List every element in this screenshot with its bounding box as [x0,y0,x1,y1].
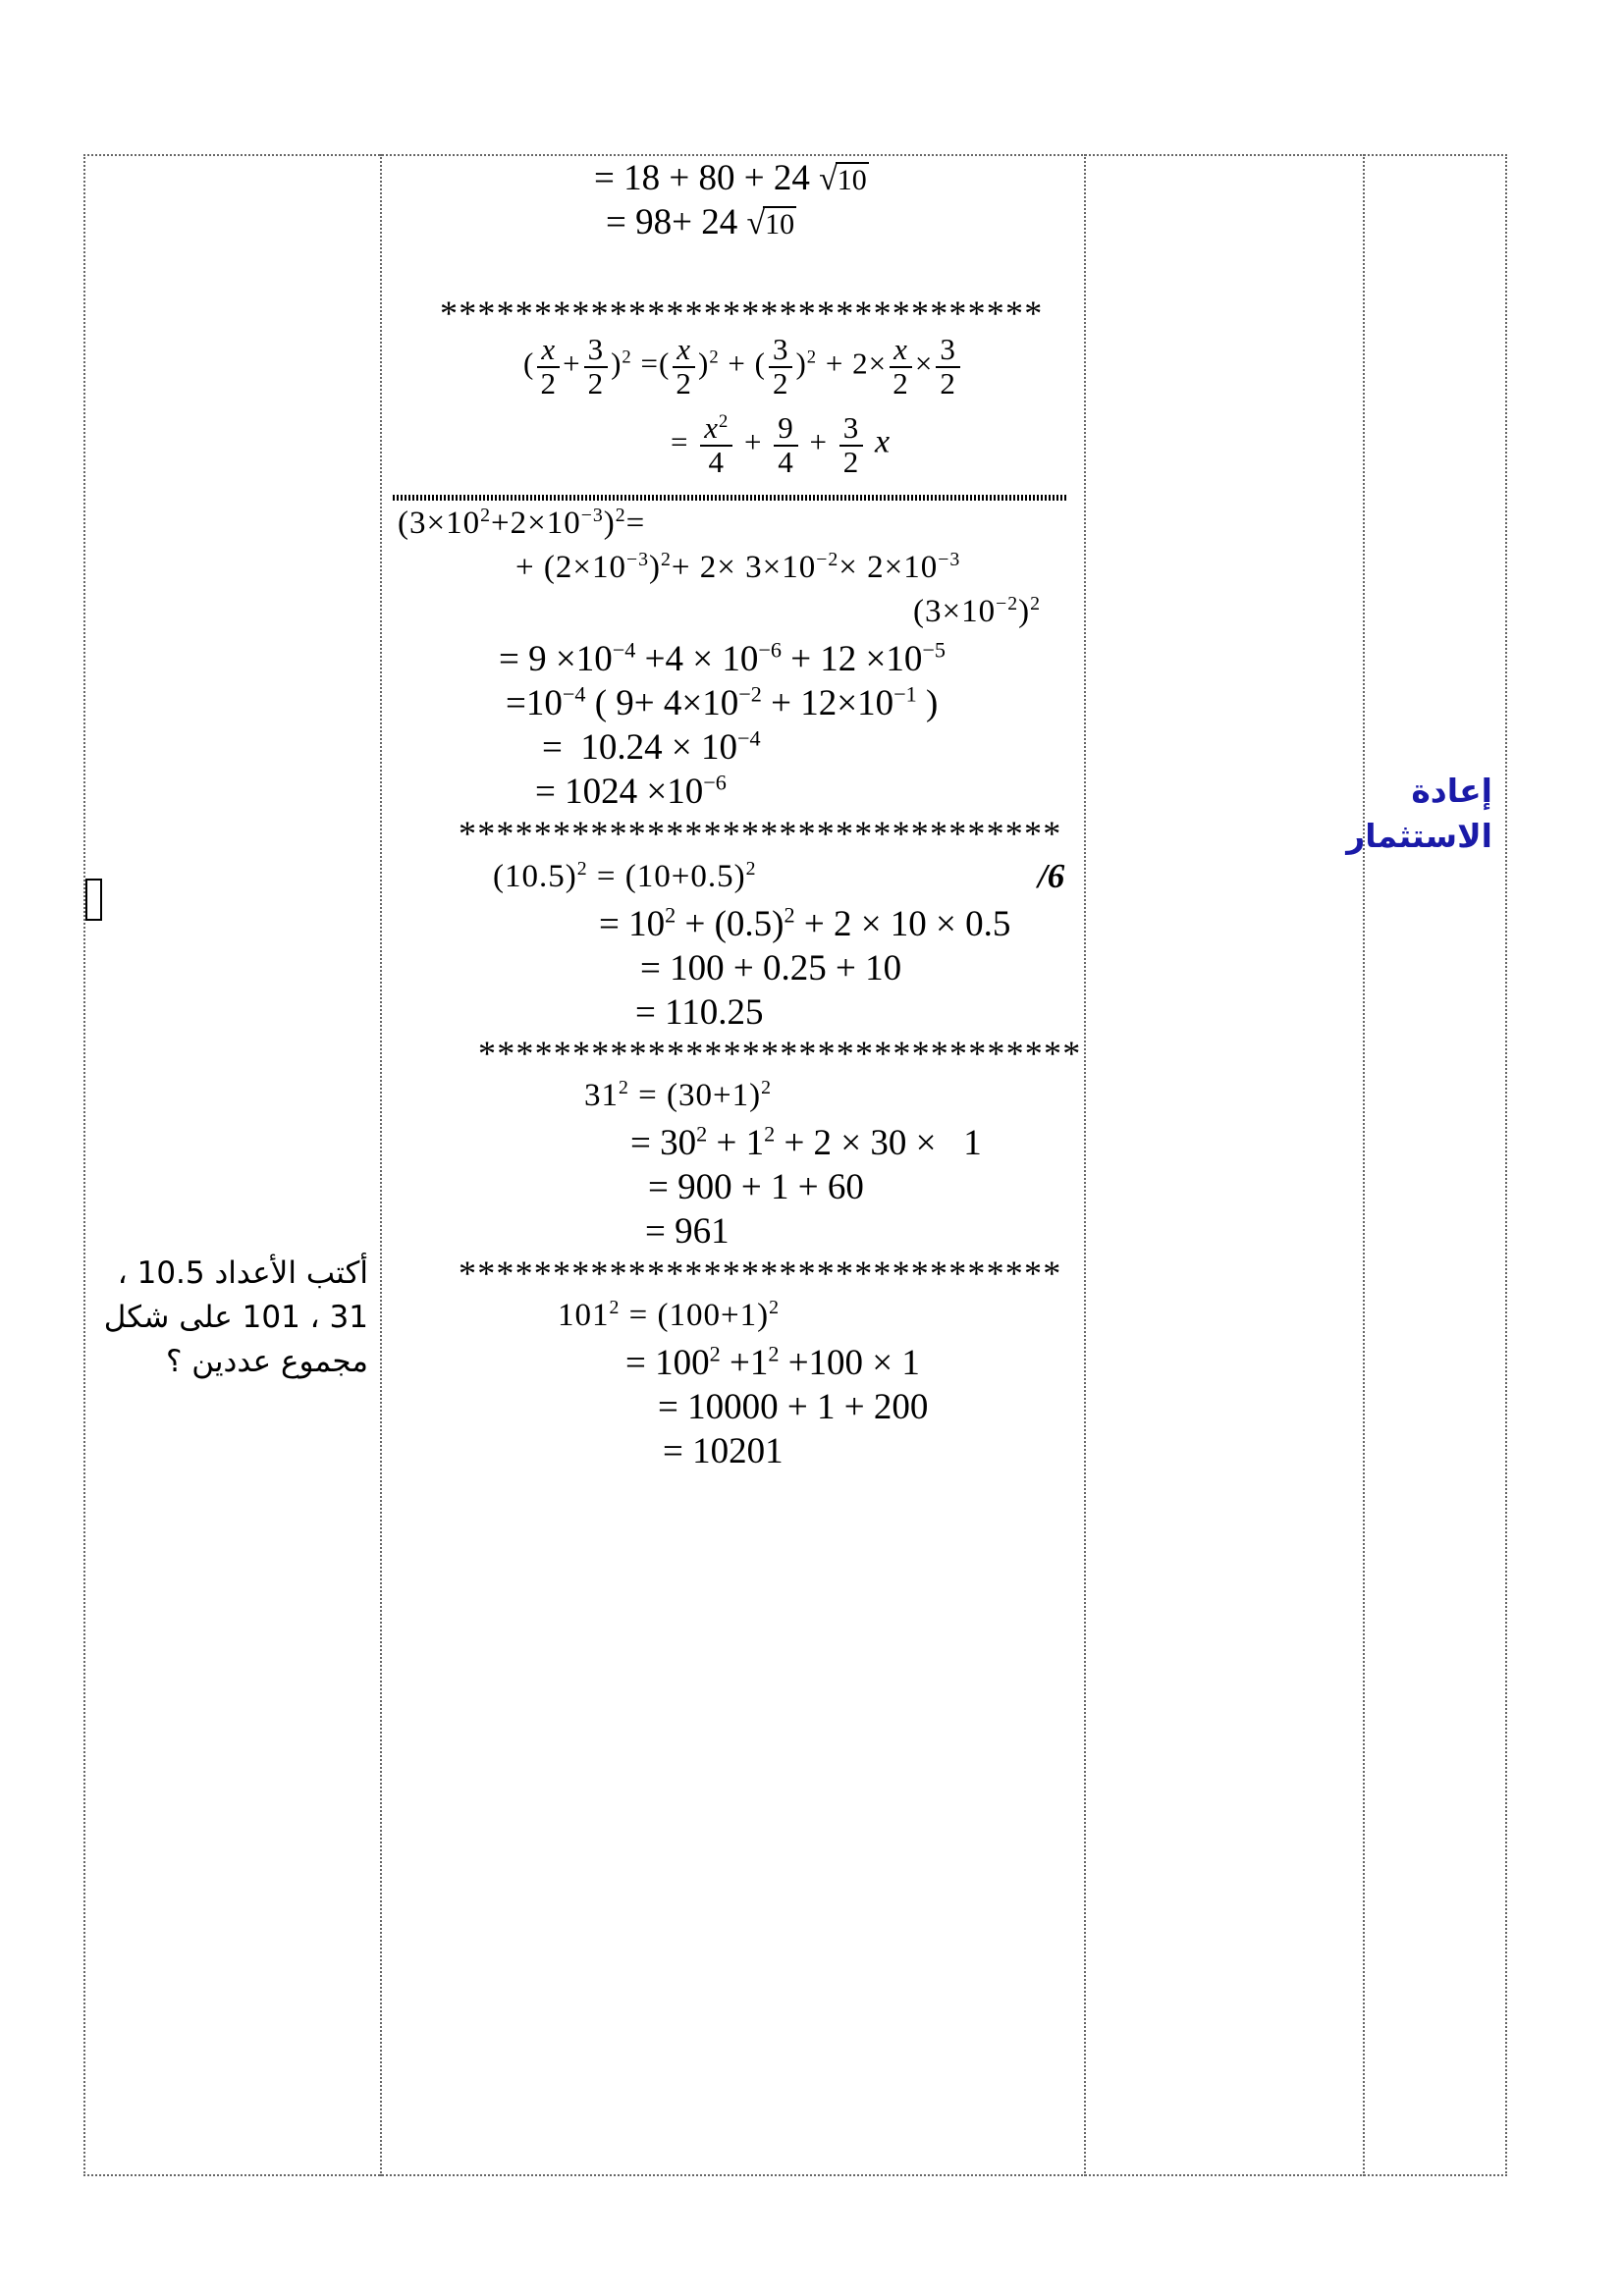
math-line: $(3\times 10^2+2\times 10^{-3})^2=$ [398,505,646,541]
math-line: = $10.24 \times 10^{-4}$ [542,725,761,768]
math-line: = 98+ 24 √10 [606,202,795,242]
question-text [104,1252,368,1384]
column-divider [380,154,382,2176]
sqrt-radicand: 10 [837,164,867,196]
math-line: = 10000 + 1 + 200 [658,1387,929,1427]
math-line: $31^2 = (30+1)^2$ [584,1077,772,1113]
math-line: ( $\frac{x}{2}$ + $\frac{3}{2}$ )$^2$ =( $\frac{x}{2}$ )$^2$ + ( $\frac{3}{2}$ )$^2$ + 2× $\frac{x}{2}$ × $\frac{3}{2}$ [523,334,963,400]
math-line: $(10.5)^2 = (10+0.5)^2$ [493,858,757,894]
math-line: = $30^2 + 1^2 + 2 \times 30 \times 1$ [630,1121,982,1163]
question-number: /6 [1038,857,1065,895]
checkbox-placeholder-icon [85,879,102,921]
math-line: $(3\times 10^{-2})^2$ [913,593,1042,629]
math-line: = 110.25 [635,992,764,1033]
math-line: = $10^2 + (0.5)^2 + 2 \times 10 \times 0.5$ [599,902,1011,944]
math-line: = 961 [645,1211,730,1252]
column-divider [1084,154,1086,2176]
math-line: $101^2 = (100+1)^2$ [558,1297,780,1333]
math-line: = $100^2 +1^2 +100 \times 1$ [625,1341,920,1383]
question-line: أكتب الأعداد 10.5 ، [117,1255,368,1291]
math-line: = $1024 \times 10^{-6}$ [535,770,727,812]
section-label [1346,769,1492,859]
sqrt-radicand: 10 [765,208,795,240]
section-label-line: الاستثمار [1346,817,1492,855]
section-label-line: إعادة [1411,772,1492,810]
math-line: $=10^{-4}$ ( $9+ 4\times 10^{-2} + 12\times 10^{-1}$ ) [506,681,939,723]
math-line: = 18 + 80 + 24 √10 [594,158,867,198]
separator-stars: ******************************** [459,814,1062,853]
dotted-separator [393,495,1068,501]
math-line: = $\frac{x^2}{4}$ + $\frac{9}{4}$ + $\frac{3}{2}$ x [671,410,892,479]
math-line: = 900 + 1 + 60 [648,1167,864,1207]
separator-stars: ******************************** [459,1254,1062,1293]
question-line: مجموع عددين ؟ [165,1344,368,1379]
separator-stars: ******************************** [440,294,1044,333]
math-line: + $(2\times 10^{-3})^2+ 2\times 3\times 10^{-2}\times 2\times 10^{-3}$ [515,549,961,585]
math-line: = 10201 [663,1431,784,1471]
separator-stars: ******************************** [478,1034,1082,1073]
math-line: = 100 + 0.25 + 10 [640,948,902,988]
math-line: = $9 \times 10^{-4} +4 \times 10^{-6} + 12 \times 10^{-5}$ [499,637,947,679]
column-divider [1363,154,1365,2176]
question-line: 31 ، 101 على شكل [103,1300,368,1335]
